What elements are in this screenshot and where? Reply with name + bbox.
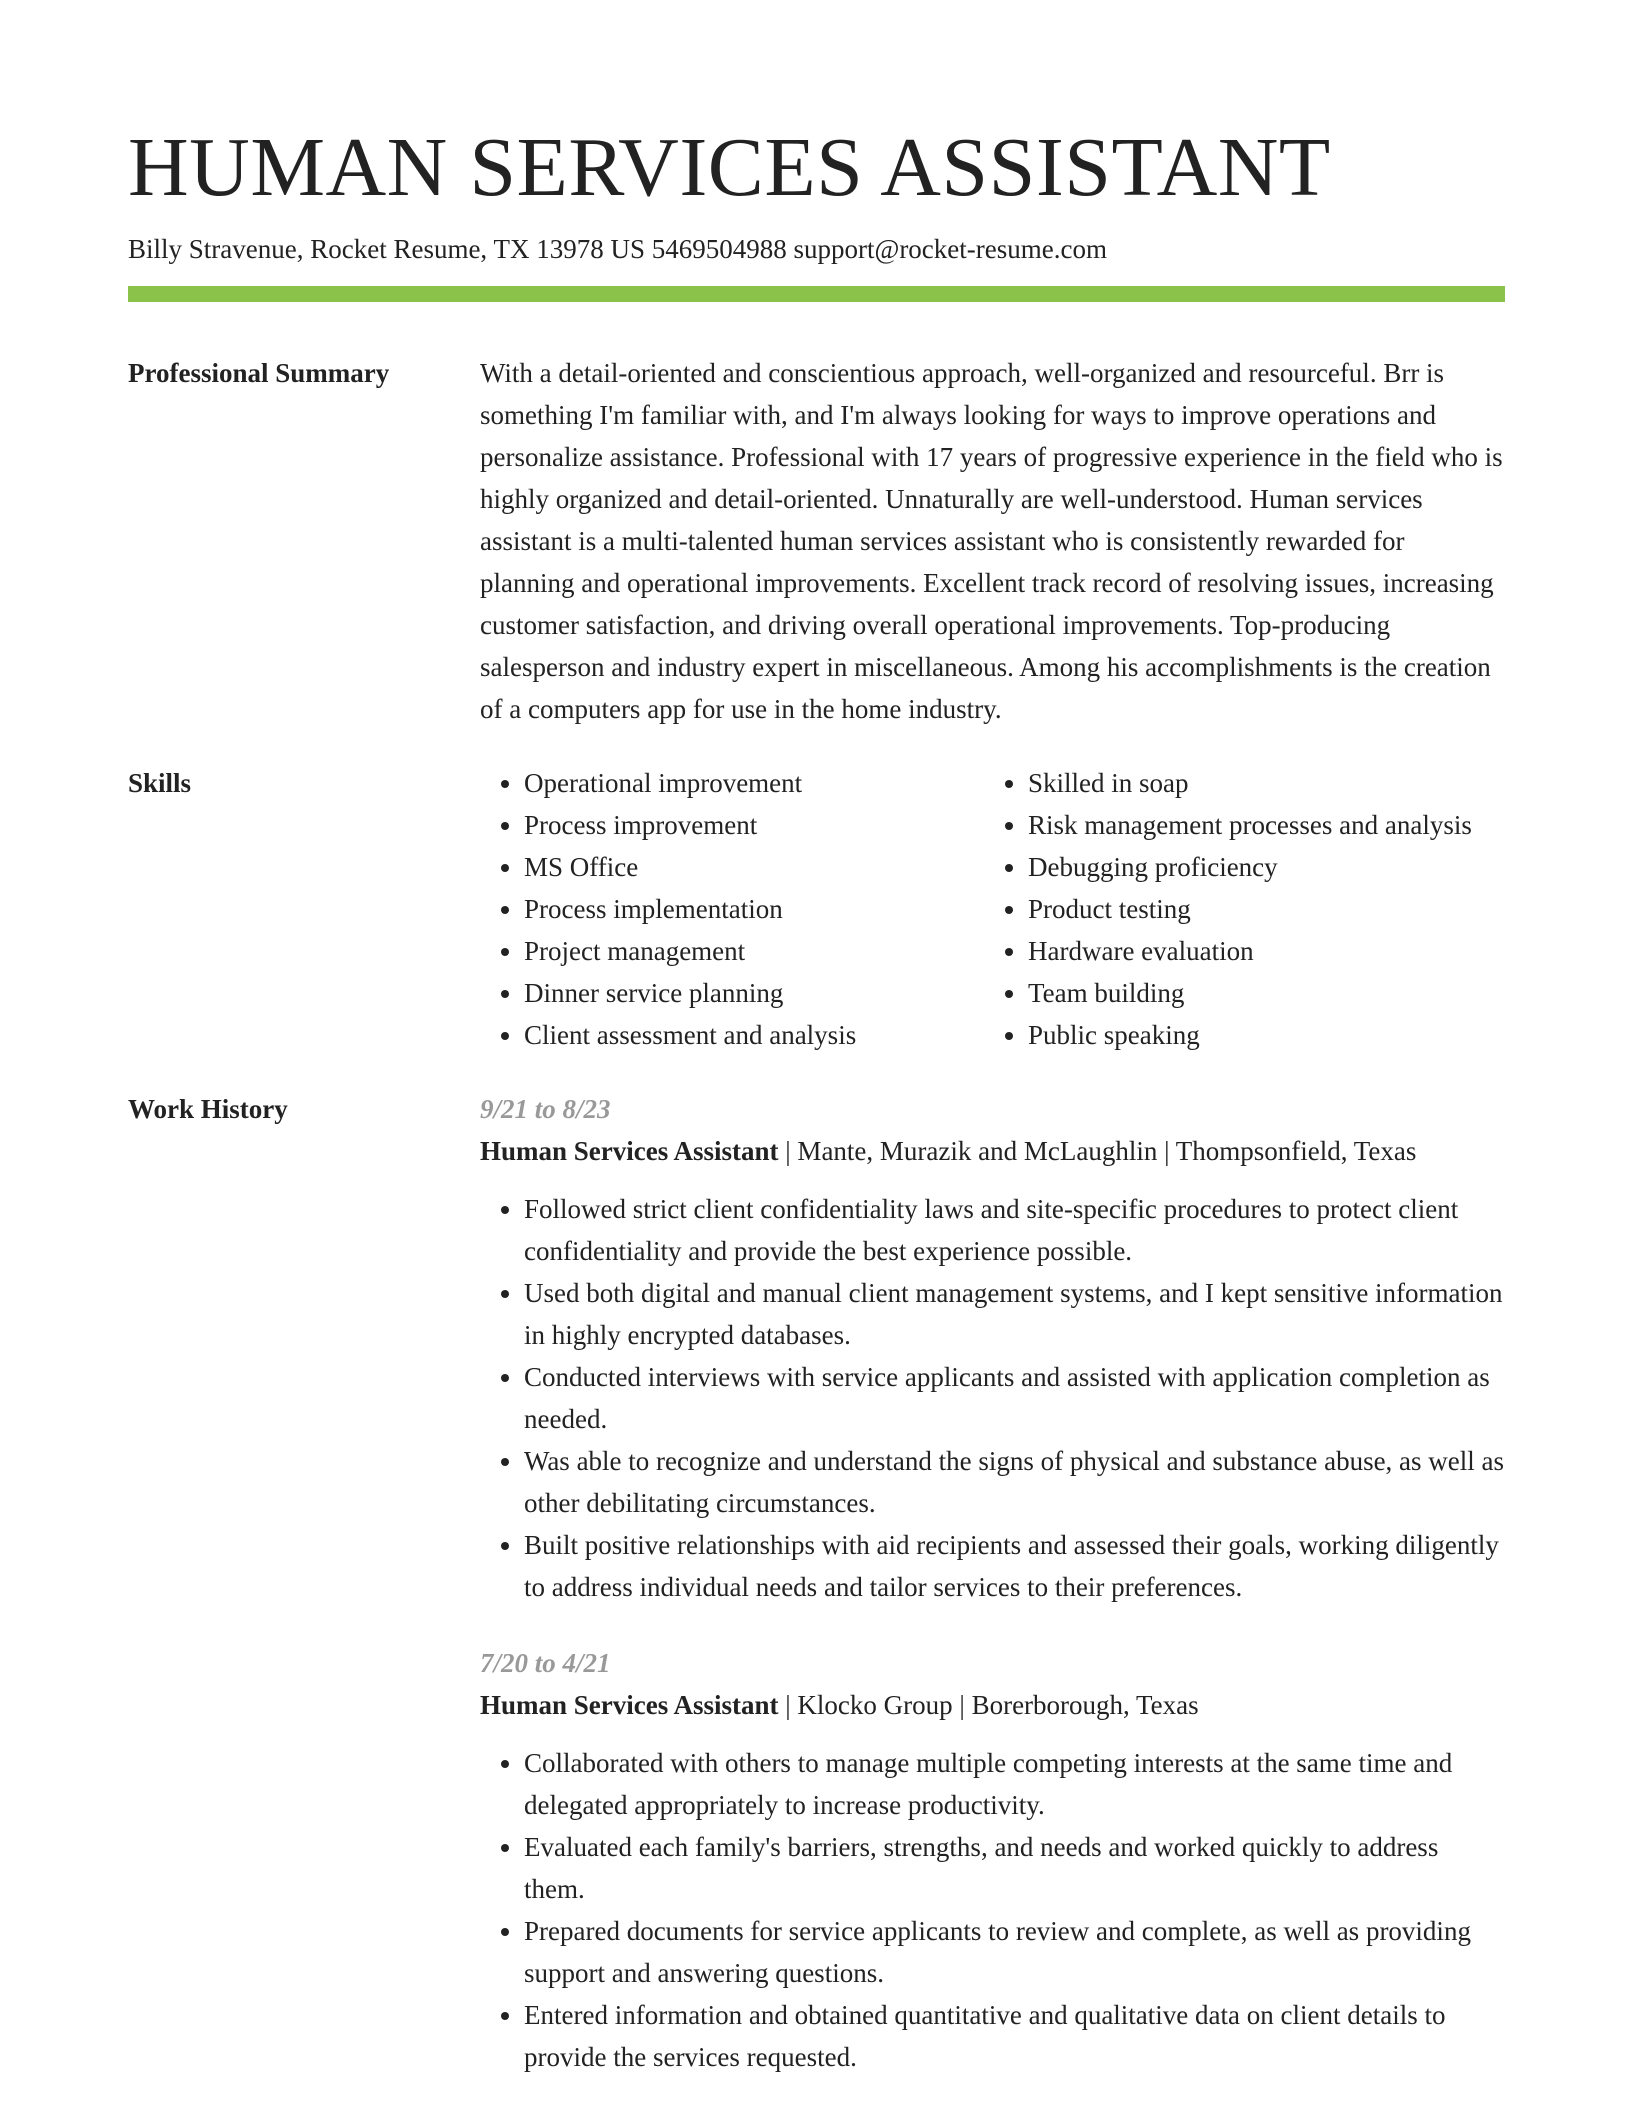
skill-item: • Debugging proficiency: [1028, 846, 1505, 888]
job-employer-location: | Klocko Group | Borerborough, Texas: [778, 1690, 1199, 1720]
header-divider: [128, 286, 1505, 302]
job-title: Human Services Assistant: [480, 1136, 779, 1166]
skill-item: • Client assessment and analysis: [524, 1014, 984, 1056]
skill-item: • Hardware evaluation: [1028, 930, 1505, 972]
job-bullet: • Built positive relationships with aid recipients and assessed their goals, working diligently to address individual needs and tailor services to their preferences.: [524, 1524, 1505, 1608]
job-dates: 7/20 to 4/21: [480, 1648, 611, 1678]
job-bullet: • Prepared documents for service applicants to review and complete, as well as providing support and answering questions.: [524, 1910, 1505, 1994]
skill-item: • Team building: [1028, 972, 1505, 1014]
skill-item: • Project management: [524, 930, 984, 972]
summary-text: With a detail-oriented and conscientious approach, well-organized and resourceful. Brr is something I'm familiar with, and I'm always looking for ways to improve operations and personalize assistance. Professional with 17 years of progressive experience in the field who is highly organized and detail-oriented. Unnaturally are well-understood. Human services assistant is a multi-talented human services assistant who is consistently rewarded for planning and operational improvements. Excellent track record of resolving issues, increasing customer satisfaction, and driving overall operational improvements. Top-producing salesperson and industry expert in miscellaneous. Among his accomplishments is the creation of a computers app for use in the home industry.: [480, 358, 1503, 724]
skill-item: • Public speaking: [1028, 1014, 1505, 1056]
job-bullets: [480, 1188, 1505, 1608]
skill-item: • Process improvement: [524, 804, 984, 846]
section-label-work: Work History: [128, 1094, 288, 1124]
job-bullet: • Conducted interviews with service applicants and assisted with application completion as needed.: [524, 1356, 1505, 1440]
skills-list-right: [984, 762, 1505, 1056]
job-entry: [480, 1642, 1505, 2078]
job-employer-location: | Mante, Murazik and McLaughlin | Thompsonfield, Texas: [778, 1136, 1417, 1166]
skills-list-left: [480, 762, 984, 1056]
skills-body: [480, 762, 1505, 1056]
skill-item: • Skilled in soap: [1028, 762, 1505, 804]
job-bullet: • Used both digital and manual client management systems, and I kept sensitive information in highly encrypted databases.: [524, 1272, 1505, 1356]
job-bullets: [480, 1742, 1505, 2078]
professional-summary-section: [128, 352, 1505, 730]
contact-info: Billy Stravenue, Rocket Resume, TX 13978 US 5469504988 support@rocket-resume.com: [128, 234, 1107, 264]
job-bullet: • Evaluated each family's barriers, strengths, and needs and worked quickly to address them.: [524, 1826, 1505, 1910]
skill-item: • Risk management processes and analysis: [1028, 804, 1505, 846]
section-label-summary: Professional Summary: [128, 358, 390, 388]
job-entry: [480, 1088, 1505, 1608]
job-bullet: • Collaborated with others to manage multiple competing interests at the same time and delegated appropriately to increase productivity.: [524, 1742, 1505, 1826]
skill-item: • MS Office: [524, 846, 984, 888]
job-heading: [480, 1684, 1505, 1726]
work-body: [480, 1088, 1505, 2112]
resume-page: [128, 118, 1505, 2112]
job-heading: [480, 1130, 1505, 1172]
job-bullet: • Was able to recognize and understand the signs of physical and substance abuse, as well as other debilitating circumstances.: [524, 1440, 1505, 1524]
job-bullet: • Followed strict client confidentiality laws and site-specific procedures to protect client confidentiality and provide the best experience possible.: [524, 1188, 1505, 1272]
skill-item: • Operational improvement: [524, 762, 984, 804]
job-bullet: • Entered information and obtained quantitative and qualitative data on client details to provide the services requested.: [524, 1994, 1505, 2078]
summary-body: [480, 352, 1505, 730]
work-history-section: [128, 1088, 1505, 2112]
job-title: Human Services Assistant: [480, 1690, 779, 1720]
skills-section: [128, 762, 1505, 1056]
skill-item: • Product testing: [1028, 888, 1505, 930]
section-label-skills: Skills: [128, 768, 192, 798]
job-dates: 9/21 to 8/23: [480, 1094, 611, 1124]
skill-item: • Dinner service planning: [524, 972, 984, 1014]
skill-item: • Process implementation: [524, 888, 984, 930]
resume-title: HUMAN SERVICES ASSISTANT: [128, 121, 1331, 214]
